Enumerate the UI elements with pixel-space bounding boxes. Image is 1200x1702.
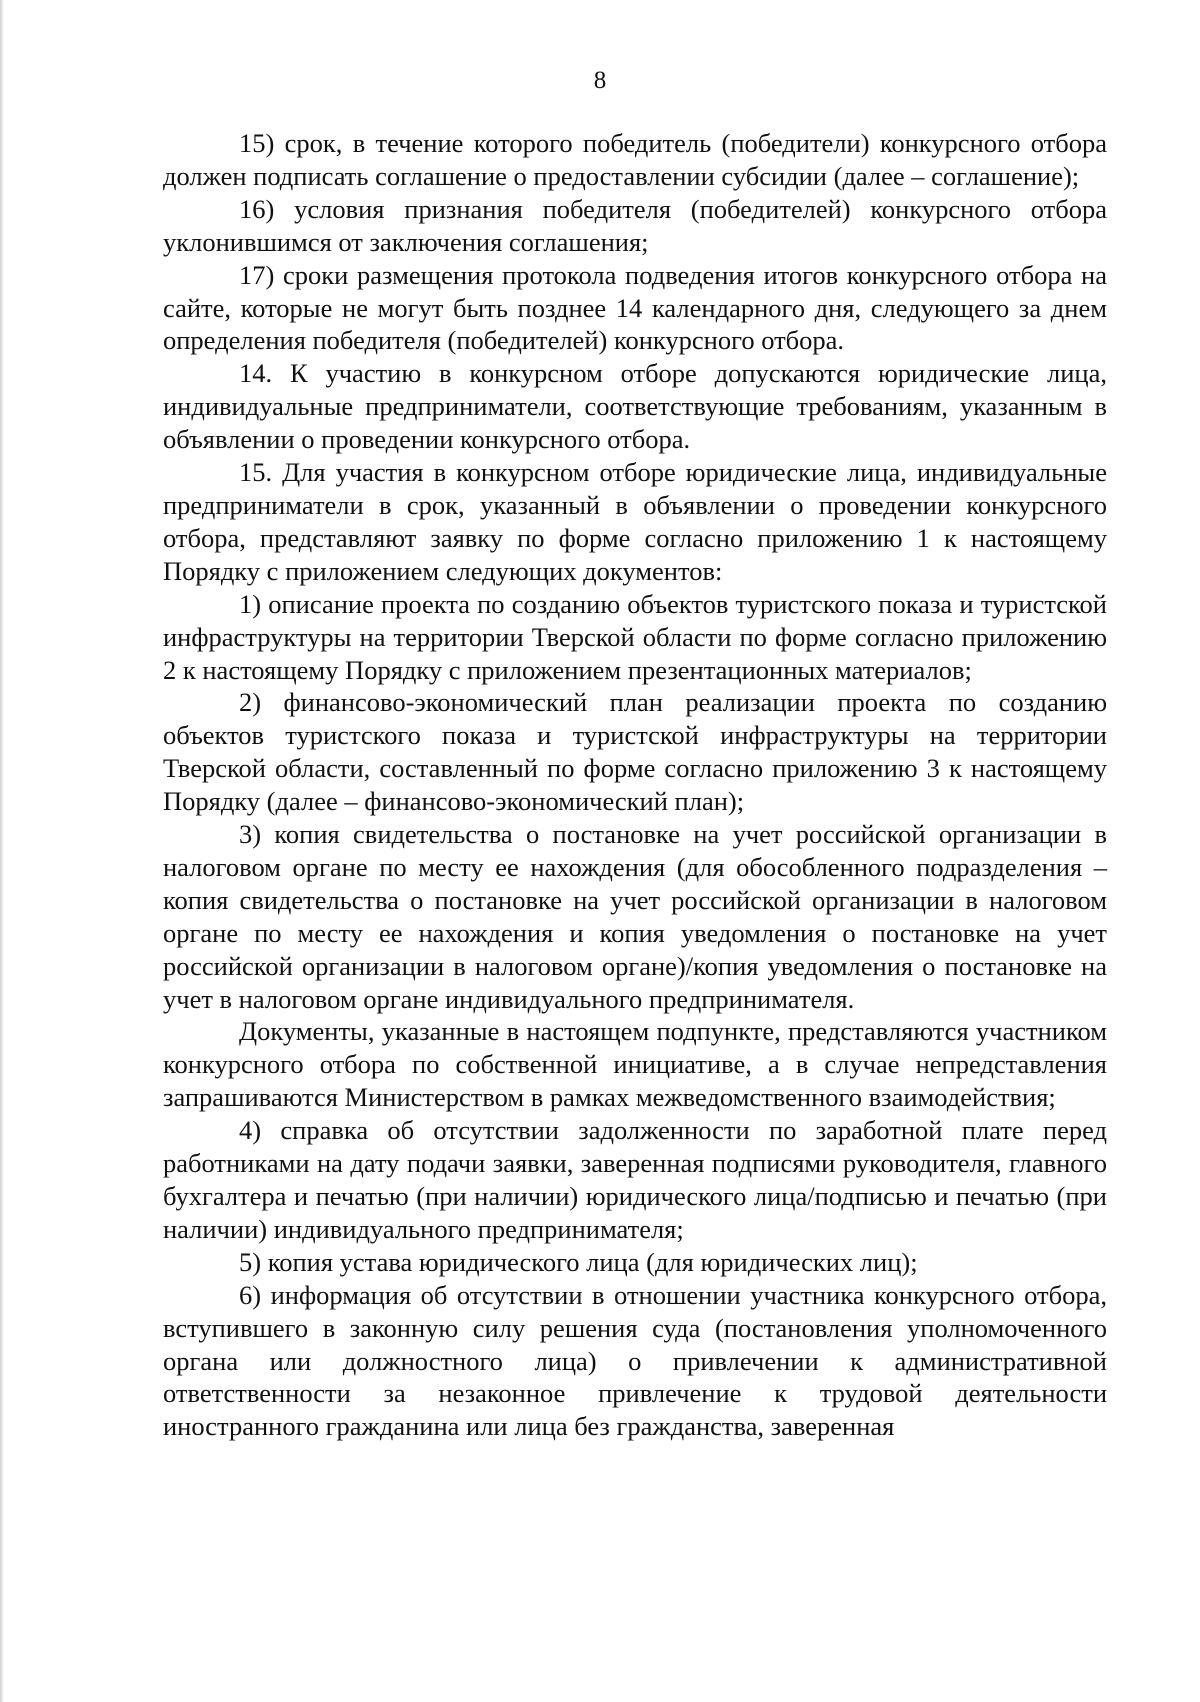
paragraph-clause-15: 15. Для участия в конкурсном отборе юридические лица, индивидуальные предприниматели в срок, указанный в объявлении о проведении конкурсного отбора, представляют заявку по форме согласно приложению 1 к настоящему Порядку с приложением следующих документов:	[163, 457, 1107, 586]
paragraph-item-15: 15) срок, в течение которого победитель (победители) конкурсного отбора должен подписать соглашение о предоставлении субсидии (далее – соглашение);	[163, 128, 1107, 191]
paragraph-item-17: 17) сроки размещения протокола подведения итогов конкурсного отбора на сайте, которые не могут быть позднее 14 календарного дня, следующего за днем определения победителя (победителей) конкурсного отбора.	[163, 259, 1107, 356]
paragraph-subitem-3: 3) копия свидетельства о постановке на учет российской организации в налоговом органе по месту ее нахождения (для обособленного подразделения – копия свидетельства о постановке на учет российской организации в налоговом органе по месту ее нахождения и копия уведомления о постановке на учет российской организации в налоговом органе)/копия уведомления о постановке на учет в налоговом органе индивидуального предпринимателя.	[163, 819, 1107, 1014]
paragraph-documents-note: Документы, указанные в настоящем подпункте, представляются участником конкурсного отбора по собственной инициативе, а в случае непредставления запрашиваются Министерством в рамках межведомственного взаимодействия;	[163, 1016, 1107, 1113]
paragraph-subitem-5: 5) копия устава юридического лица (для юридических лиц);	[239, 1246, 918, 1277]
page-number: 8	[593, 67, 607, 94]
paragraph-subitem-1: 1) описание проекта по созданию объектов туристского показа и туристской инфраструктуры на территории Тверской области по форме согласно приложению 2 к настоящему Порядку с приложением презентационных материалов;	[163, 588, 1107, 685]
paragraph-subitem-2: 2) финансово-экономический план реализации проекта по созданию объектов туристского показа и туристской инфраструктуры на территории Тверской области, составленный по форме согласно приложению 3 к настоящему Порядку (далее – финансово-экономический план);	[163, 687, 1107, 817]
paragraph-subitem-4: 4) справка об отсутствии задолженности по заработной плате перед работниками на дату подачи заявки, заверенная подписями руководителя, главного бухгалтера и печатью (при наличии) юридического лица/подписью и печатью (при наличии) индивидуального предпринимателя;	[163, 1115, 1107, 1244]
paragraph-subitem-6: 6) информация об отсутствии в отношении участника конкурсного отбора, вступившего в законную силу решения суда (постановления уполномоченного органа или должностного лица) о привлечении к административной ответственности за незаконное привлечение к трудовой деятельности иностранного гражданина или лица без гражданства, заверенная	[163, 1279, 1107, 1442]
paragraph-item-16: 16) условия признания победителя (победителей) конкурсного отбора уклонившимся от заключения соглашения;	[163, 193, 1107, 257]
paragraph-clause-14: 14. К участию в конкурсном отборе допускаются юридические лица, индивидуальные предприниматели, соответствующие требованиям, указанным в объявлении о проведении конкурсного отбора.	[163, 358, 1107, 455]
scan-edge-shadow	[0, 0, 4, 1702]
document-body	[163, 127, 1107, 1443]
